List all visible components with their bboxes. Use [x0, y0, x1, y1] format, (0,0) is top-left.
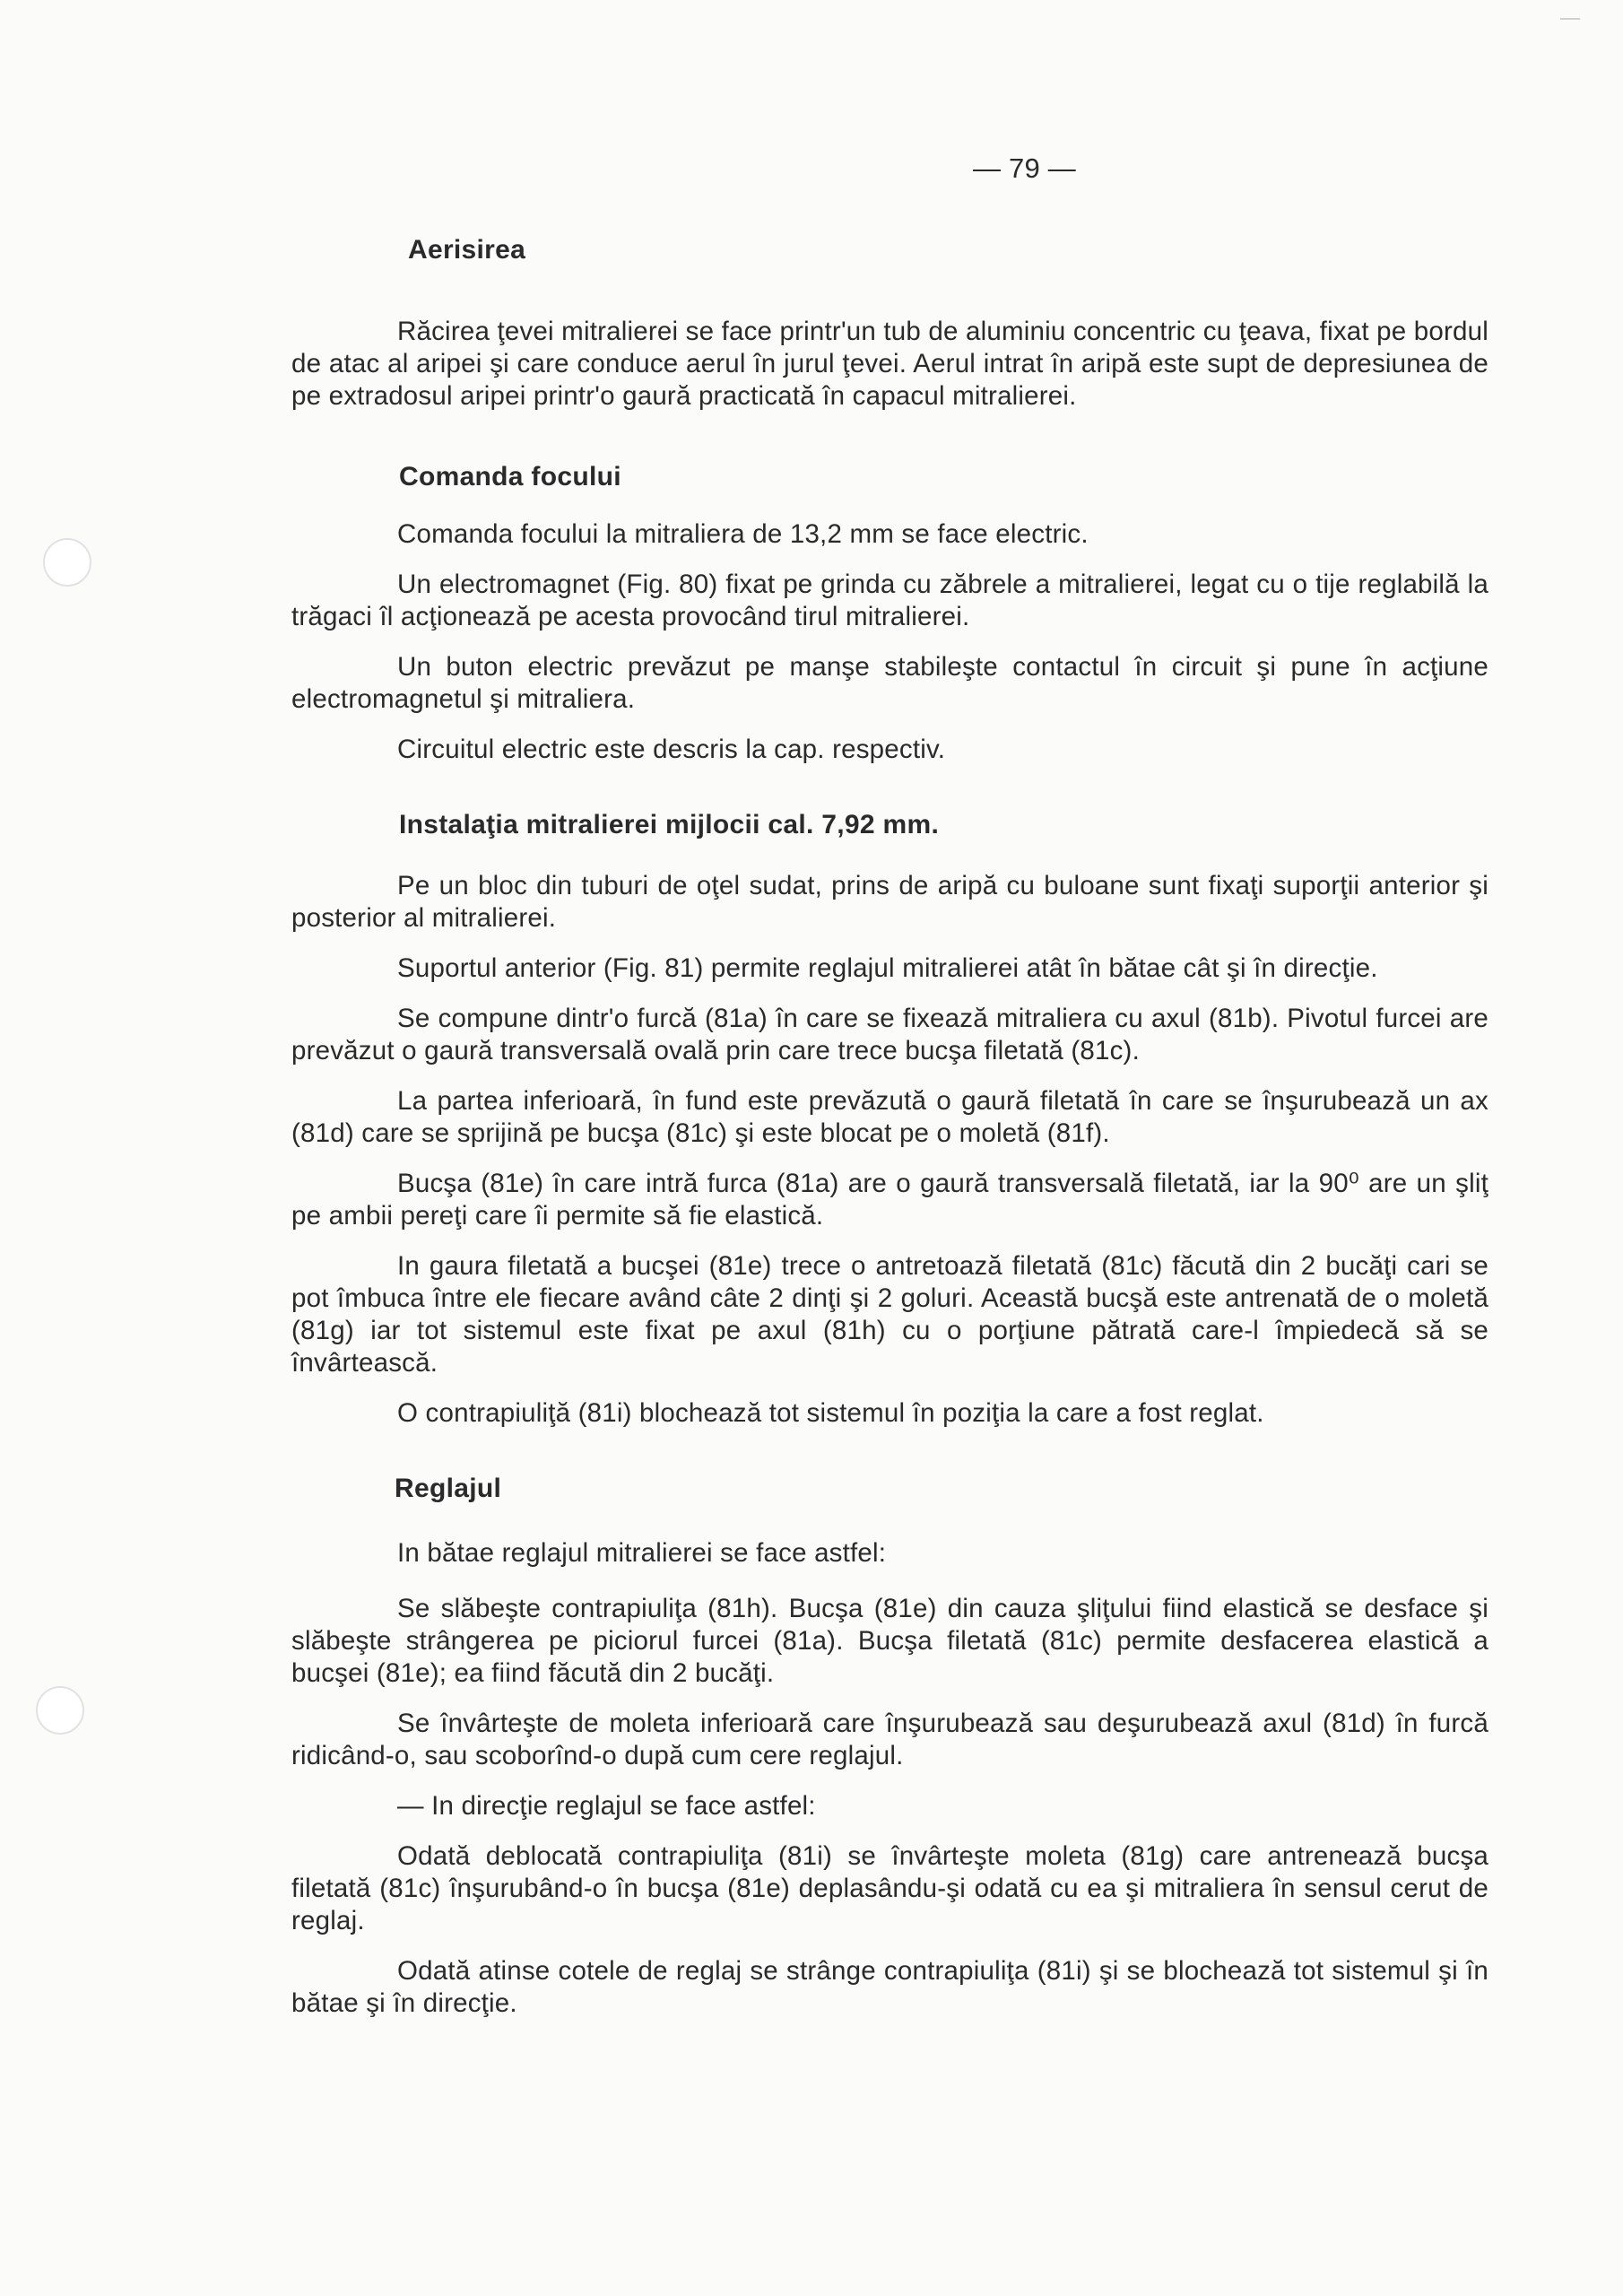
- paragraph: Comanda focului la mitraliera de 13,2 mm se face electric.: [397, 519, 1089, 549]
- paragraph: Suportul anterior (Fig. 81) permite reglajul mitralierei atât în bătae cât şi în direcţie.: [397, 953, 1378, 983]
- paragraph: Un buton electric prevăzut pe manşe stabileşte contactul în circuit şi pune în acţiune electromagnetul şi mitraliera.: [291, 652, 1488, 714]
- paragraph: Se învârteşte de moleta inferioară care înşurubează sau deşurubează axul (81d) în furcă ridicând-o, sau scoborînd-o după cum cere reglajul.: [291, 1709, 1488, 1770]
- paragraph: Un electromagnet (Fig. 80) fixat pe grinda cu zăbrele a mitralierei, legat cu o tije reglabilă la trăgaci îl acţionează pe acesta provocând tirul mitralierei.: [291, 570, 1488, 631]
- page-number: — 79 —: [973, 152, 1076, 184]
- paragraph: Odată deblocată contrapiuliţa (81i) se învârteşte moleta (81g) care antrenează bucşa filetată (81c) înşurubând-o în bucşa (81e) deplasându-şi odată cu ea şi mitraliera în sensul cerut de reglaj.: [291, 1841, 1488, 1935]
- punch-hole: [36, 1686, 84, 1735]
- paragraph: — In direcţie reglajul se face astfel:: [397, 1791, 816, 1821]
- paragraph: In bătae reglajul mitralierei se face astfel:: [397, 1538, 887, 1568]
- heading-comanda-focului: Comanda focului: [399, 462, 621, 491]
- heading-instalatia: Instalaţia mitralierei mijlocii cal. 7,92 mm.: [399, 810, 940, 839]
- paragraph: Odată atinse cotele de reglaj se strânge contrapiuliţa (81i) şi se blochează tot sistemul şi în bătae şi în direcţie.: [291, 1956, 1488, 2018]
- paragraph: In gaura filetată a bucşei (81e) trece o antretoază filetată (81c) făcută din 2 bucăţi cari se pot îmbuca între ele fiecare având câte 2 dinţi şi 2 goluri. Această bucşă este antrenată de o moletă (81g) iar tot sistemul este fixat pe axul (81h) cu o porţiune pătrată care-l împiedecă să se învârtească.: [291, 1251, 1488, 1378]
- paragraph: La partea inferioară, în fund este prevăzută o gaură filetată în care se înşurubează un ax (81d) care se sprijină pe bucşa (81c) şi este blocat pe o moletă (81f).: [291, 1086, 1488, 1148]
- punch-hole: [43, 538, 91, 587]
- paragraph: Pe un bloc din tuburi de oţel sudat, prins de aripă cu buloane sunt fixaţi suporţii anterior şi posterior al mitralierei.: [291, 871, 1488, 933]
- paragraph: O contrapiuliţă (81i) blochează tot sistemul în poziţia la care a fost reglat.: [397, 1398, 1264, 1428]
- paragraph: Circuitul electric este descris la cap. respectiv.: [397, 735, 946, 764]
- heading-aerisirea: Aerisirea: [408, 235, 526, 265]
- paragraph: Răcirea ţevei mitralierei se face printr'un tub de aluminiu concentric cu ţeava, fixat pe bordul de atac al aripei şi care conduce aerul în jurul ţevei. Aerul intrat în aripă este supt de depresiunea de pe extradosul aripei printr'o gaură practicată în capacul mitralierei.: [291, 317, 1488, 411]
- paragraph: Se compune dintr'o furcă (81a) în care se fixează mitraliera cu axul (81b). Pivotul furcei are prevăzut o gaură transversală ovală prin care trece bucşa filetată (81c).: [291, 1004, 1488, 1065]
- scan-mark: [1560, 18, 1580, 20]
- heading-reglajul: Reglajul: [395, 1474, 502, 1503]
- paragraph: Se slăbeşte contrapiuliţa (81h). Bucşa (81e) din cauza şliţului fiind elastică se desface şi slăbeşte strângerea pe piciorul furcei (81a). Bucşa filetată (81c) permite desfacerea elastică a bucşei (81e); ea fiind făcută din 2 bucăţi.: [291, 1594, 1488, 1688]
- paragraph: Bucşa (81e) în care intră furca (81a) are o gaură transversală filetată, iar la 90⁰ are un şliţ pe ambii pereţi care îi permite să fie elastică.: [291, 1169, 1488, 1231]
- page-content: [291, 152, 1488, 2020]
